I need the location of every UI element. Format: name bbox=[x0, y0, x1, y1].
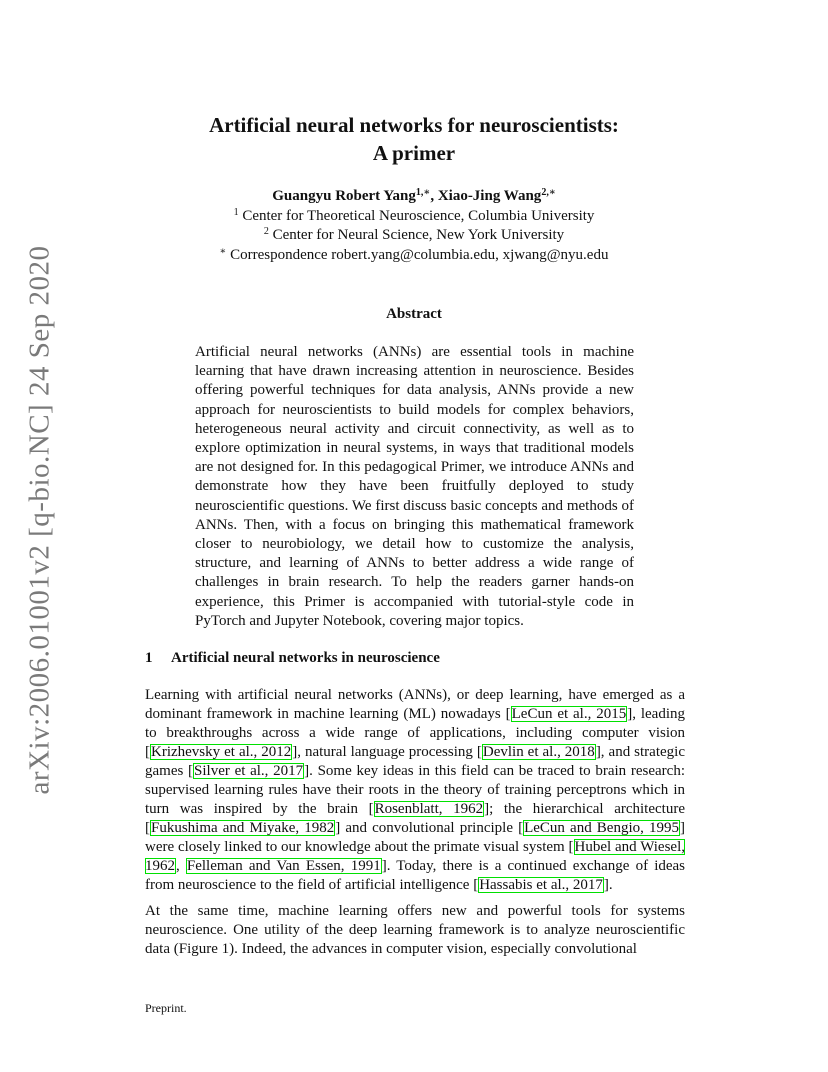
citation-link[interactable]: Rosenblatt, 1962 bbox=[374, 801, 484, 817]
affiliation-1-mark: 1 bbox=[233, 206, 239, 218]
correspondence-mark: ∗ bbox=[219, 245, 227, 257]
paragraph-text: ] and convolutional principle [ bbox=[335, 820, 524, 836]
section-title: Artificial neural networks in neuroscience bbox=[171, 650, 440, 666]
paper-title bbox=[0, 111, 828, 167]
affiliation-2 bbox=[0, 226, 828, 246]
author-2-affiliation-mark: 2,∗ bbox=[541, 187, 556, 198]
paragraph-text: ]. Some key ideas in this field can be traced to brain research: supervised learning rules have their roots in the theory of training perceptrons which in turn was inspired by the brain [ bbox=[145, 763, 685, 817]
author-1: Guangyu Robert Yang bbox=[272, 188, 416, 204]
affiliation-1 bbox=[0, 207, 828, 227]
citation-link[interactable]: Devlin et al., 2018 bbox=[482, 744, 595, 760]
author-separator: , bbox=[430, 188, 438, 204]
paragraph-text: ], and strategic games [ bbox=[145, 744, 685, 779]
paragraph-text: Learning with artificial neural networks (ANNs), or deep learning, have emerged as a dominant framework in machine learning (ML) nowadays [ bbox=[145, 687, 685, 722]
paragraph-text: ]. bbox=[603, 877, 613, 893]
affiliation-1-text: Center for Theoretical Neuroscience, Columbia University bbox=[242, 207, 595, 224]
paragraph-text: ], natural language processing [ bbox=[292, 744, 482, 760]
citation-link[interactable]: Silver et al., 2017 bbox=[194, 763, 304, 779]
citation-link[interactable]: LeCun et al., 2015 bbox=[511, 706, 627, 722]
author-names bbox=[0, 187, 828, 207]
arxiv-identifier: arXiv:2006.01001v2 [q-bio.NC] 24 Sep 2020 bbox=[23, 245, 56, 795]
section-number: 1 bbox=[145, 650, 153, 666]
citation-link[interactable]: Hubel and Wiesel, 1962 bbox=[145, 839, 686, 874]
citation-link[interactable]: LeCun and Bengio, 1995 bbox=[524, 820, 679, 836]
paragraph-text: ], leading to breakthroughs across a wide range of applications, including computer vision [ bbox=[145, 706, 685, 760]
abstract-text: Artificial neural networks (ANNs) are essential tools in machine learning that have drawn increasing attention in neuroscience. Besides offering powerful techniques for data analysis, ANNs provide a new approach for neuroscientists to build models for complex behaviors, heterogeneous neural activity and circuit connectivity, as well as to explore optimization in neural systems, in ways that traditional models are not designed for. In this pedagogical Primer, we introduce ANNs and demonstrate how they have been fruitfully deployed to study neuroscientific questions. We first discuss basic concepts and methods of ANNs. Then, with a focus on bringing this mathematical framework closer to neurobiology, we detail how to customize the analysis, structure, and learning of ANNs to better address a wide range of challenges in brain research. To help the readers garner hands-on experience, this Primer is accompanied with tutorial-style code in PyTorch and Jupyter Notebook, covering major topics. bbox=[195, 344, 634, 629]
author-2: Xiao-Jing Wang bbox=[437, 188, 542, 204]
paragraph-1 bbox=[145, 686, 685, 895]
section-body bbox=[145, 686, 685, 959]
footer-note: Preprint. bbox=[145, 1001, 187, 1015]
citation-link[interactable]: Krizhevsky et al., 2012 bbox=[151, 744, 292, 760]
author-1-affiliation-mark: 1,∗ bbox=[415, 187, 431, 198]
citation-link[interactable]: Fukushima and Miyake, 1982 bbox=[151, 820, 335, 836]
author-block bbox=[0, 187, 828, 265]
citation-link[interactable]: Hassabis et al., 2017 bbox=[479, 877, 603, 893]
title-line-1: Artificial neural networks for neuroscientists: bbox=[209, 113, 619, 137]
citation-link[interactable]: Felleman and Van Essen, 1991 bbox=[186, 858, 381, 874]
title-line-2: A primer bbox=[372, 141, 456, 165]
paragraph-text: , bbox=[176, 858, 186, 874]
paragraph-text: ]. Today, there is a continued exchange of ideas from neuroscience to the field of artificial intelligence [ bbox=[145, 858, 686, 893]
paragraph-2: At the same time, machine learning offers new and powerful tools for systems neuroscience. One utility of the deep learning framework is to analyze neuroscientific data (Figure 1). Indeed, the advances in computer vision, especially convolutional bbox=[145, 903, 685, 957]
affiliation-2-text: Center for Neural Science, New York University bbox=[272, 227, 565, 244]
affiliation-2-mark: 2 bbox=[263, 226, 269, 238]
correspondence bbox=[0, 246, 828, 266]
paragraph-text: ]; the hierarchical architecture [ bbox=[145, 801, 685, 836]
section-heading bbox=[145, 650, 685, 667]
correspondence-text: Correspondence robert.yang@columbia.edu, xjwang@nyu.edu bbox=[230, 246, 609, 263]
paragraph-text: ] were closely linked to our knowledge about the primate visual system [ bbox=[145, 820, 685, 855]
abstract-heading: Abstract bbox=[386, 306, 442, 322]
